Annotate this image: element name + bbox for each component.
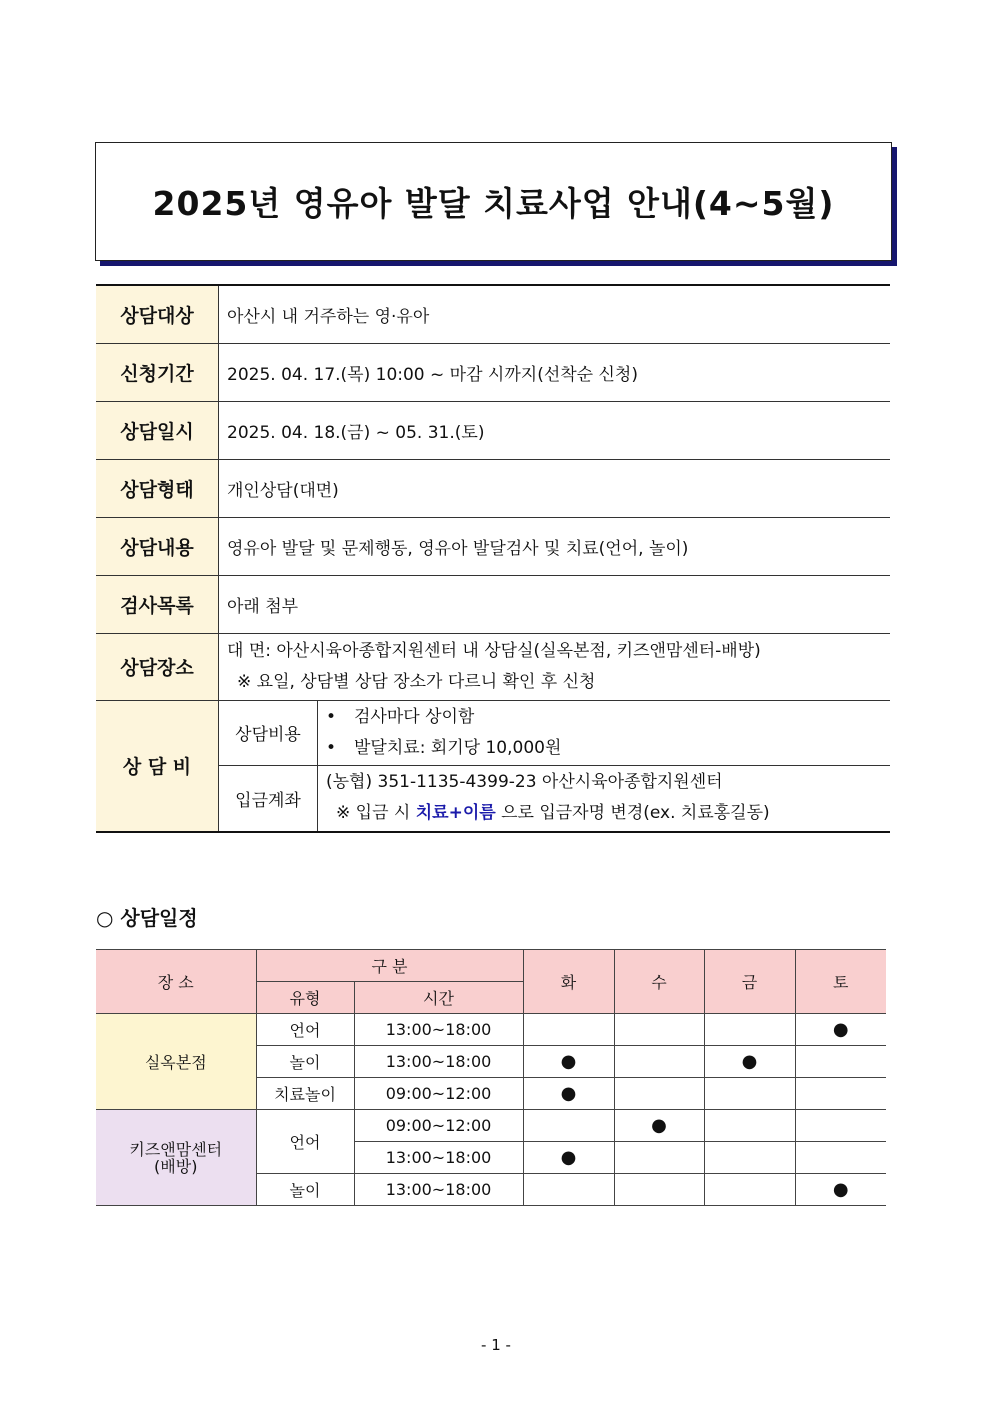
mark-sat: ● xyxy=(795,1014,886,1046)
schedule-header-row-1 xyxy=(96,950,886,982)
header-day-tue: 화 xyxy=(523,950,614,1014)
cost-label: 상담비용 xyxy=(219,700,318,765)
apply-value: 2025. 04. 17.(목) 10:00 ~ 마감 시까지(선착순 신청) xyxy=(219,343,891,401)
place-silok: 실옥본점 xyxy=(96,1014,256,1110)
account-note-post: 으로 입금자명 변경(ex. 치료홍길동) xyxy=(495,803,770,824)
header-day-fri: 금 xyxy=(704,950,795,1014)
mark-fri xyxy=(704,1174,795,1206)
place-value xyxy=(219,633,891,700)
row-type: 놀이 xyxy=(256,1046,354,1078)
tests-label: 검사목록 xyxy=(96,575,219,633)
apply-label: 신청기간 xyxy=(96,343,219,401)
mark-sat xyxy=(795,1078,886,1110)
content-value: 영유아 발달 및 문제행동, 영유아 발달검사 및 치료(언어, 놀이) xyxy=(219,517,891,575)
schedule-section-title: ○ 상담일정 xyxy=(96,906,198,930)
mark-wed xyxy=(614,1014,704,1046)
fee-label: 상 담 비 xyxy=(96,700,219,832)
mark-wed: ● xyxy=(614,1110,704,1142)
cost-item-1 xyxy=(326,702,882,733)
mark-tue xyxy=(523,1174,614,1206)
header-day-wed: 수 xyxy=(614,950,704,1014)
mark-wed xyxy=(614,1078,704,1110)
header-time: 시간 xyxy=(354,982,523,1014)
mark-sat xyxy=(795,1142,886,1174)
info-table xyxy=(96,284,890,833)
row-time: 13:00~18:00 xyxy=(354,1142,523,1174)
mark-tue: ● xyxy=(523,1142,614,1174)
info-row-tests xyxy=(96,575,890,633)
cost-value xyxy=(318,700,891,765)
row-time: 13:00~18:00 xyxy=(354,1174,523,1206)
mark-sat xyxy=(795,1046,886,1078)
row-type: 치료놀이 xyxy=(256,1078,354,1110)
mark-sat: ● xyxy=(795,1174,886,1206)
info-row-apply xyxy=(96,343,890,401)
account-note-highlight: 치료+이름 xyxy=(415,803,496,824)
header-place: 장 소 xyxy=(96,950,256,1014)
title-box xyxy=(95,142,892,261)
mark-tue: ● xyxy=(523,1046,614,1078)
form-value: 개인상담(대면) xyxy=(219,459,891,517)
cost-item-1-text: 검사마다 상이함 xyxy=(354,706,475,727)
date-label: 상담일시 xyxy=(96,401,219,459)
place-label: 상담장소 xyxy=(96,633,219,700)
account-line-1: (농협) 351-1135-4399-23 아산시육아종합지원센터 xyxy=(326,772,723,793)
row-time: 09:00~12:00 xyxy=(354,1078,523,1110)
table-row xyxy=(96,1110,886,1142)
mark-tue: ● xyxy=(523,1078,614,1110)
info-row-target xyxy=(96,285,890,343)
info-row-place xyxy=(96,633,890,700)
mark-tue xyxy=(523,1014,614,1046)
mark-fri xyxy=(704,1110,795,1142)
mark-fri: ● xyxy=(704,1046,795,1078)
mark-sat xyxy=(795,1110,886,1142)
cost-item-2 xyxy=(326,733,882,764)
form-label: 상담형태 xyxy=(96,459,219,517)
bullet-icon xyxy=(326,707,354,727)
mark-fri xyxy=(704,1142,795,1174)
target-value: 아산시 내 거주하는 영·유아 xyxy=(219,285,891,343)
mark-tue xyxy=(523,1110,614,1142)
account-note xyxy=(326,798,882,829)
row-type: 언어 xyxy=(256,1014,354,1046)
info-row-form xyxy=(96,459,890,517)
tests-value: 아래 첨부 xyxy=(219,575,891,633)
info-row-date xyxy=(96,401,890,459)
mark-fri xyxy=(704,1014,795,1046)
header-category: 구 분 xyxy=(256,950,523,982)
account-note-pre: ※ 입금 시 xyxy=(336,803,416,824)
account-label: 입금계좌 xyxy=(219,765,318,832)
row-type: 언어 xyxy=(256,1110,354,1174)
mark-fri xyxy=(704,1078,795,1110)
date-value: 2025. 04. 18.(금) ~ 05. 31.(토) xyxy=(219,401,891,459)
row-time: 13:00~18:00 xyxy=(354,1014,523,1046)
place-line-2: ※ 요일, 상담별 상담 장소가 다르니 확인 후 신청 xyxy=(237,671,596,692)
bullet-icon xyxy=(326,738,354,758)
cost-item-2-text: 발달치료: 회기당 10,000원 xyxy=(354,737,562,758)
header-type: 유형 xyxy=(256,982,354,1014)
row-time: 09:00~12:00 xyxy=(354,1110,523,1142)
row-type: 놀이 xyxy=(256,1174,354,1206)
info-row-cost xyxy=(96,700,890,765)
target-label: 상담대상 xyxy=(96,285,219,343)
content-label: 상담내용 xyxy=(96,517,219,575)
page-number: - 1 - xyxy=(481,1336,511,1354)
place-line-1: 대 면: 아산시육아종합지원센터 내 상담실(실옥본점, 키즈앤맘센터-배방) xyxy=(227,640,761,661)
mark-wed xyxy=(614,1142,704,1174)
row-time: 13:00~18:00 xyxy=(354,1046,523,1078)
mark-wed xyxy=(614,1046,704,1078)
document-title: 2025년 영유아 발달 치료사업 안내(4~5월) xyxy=(152,184,835,223)
mark-wed xyxy=(614,1174,704,1206)
account-value xyxy=(318,765,891,832)
header-day-sat: 토 xyxy=(795,950,886,1014)
schedule-table xyxy=(96,949,886,1206)
table-row xyxy=(96,1014,886,1046)
place-kids-mom: 키즈앤맘센터 (배방) xyxy=(96,1110,256,1206)
info-row-content xyxy=(96,517,890,575)
